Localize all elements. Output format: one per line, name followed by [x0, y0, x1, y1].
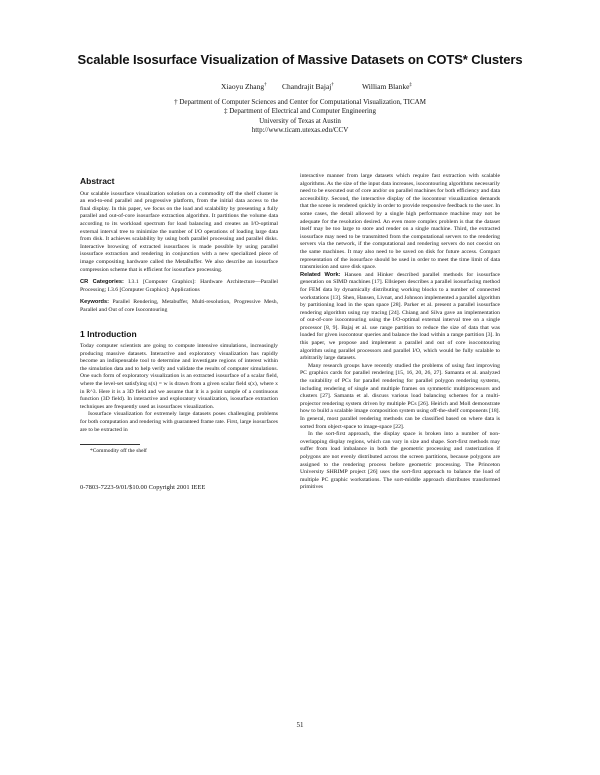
right-column [300, 173, 500, 492]
affiliation-line: ‡ Department of Electrical and Computer Engineering [223, 107, 376, 116]
affiliation-line: † Department of Computer Sciences and Center for Computational Visualization, TICAM [174, 98, 426, 106]
author: Xiaoyu Zhang† [221, 82, 267, 91]
introduction-heading: 1 Introduction [80, 328, 137, 339]
abstract-heading: Abstract [80, 176, 115, 186]
body-paragraph: interactive manner from large datasets which require fast extraction with scalable algorithms. As the size of the input data increases, isocontouring algorithms necessarily need to be executed out of core and/or on parallel machines for both efficiency and data accessibility. Second, the interactive display of the isocontour visualization demands that the scene is rendered quickly in order to provide responsive feedback to the user. In some cases, the detail allowed by a single high performance machine may not be adequate for the resolution desired. An even more complex problem is that the dataset itself may be too large to store and render on a single machine. Third, the extracted isosurface may need to be transmitted from the computational servers to the rendering servers via the network, if the computational and rendering servers do not coexist on the same machines. It may also need to be saved on disk for future access. Compact representation of the isosurface should be used in order to meet the time limit of data transmission and save disk space. [300, 173, 500, 271]
page-number: 51 [296, 721, 304, 729]
affiliation-url: http://www.ticam.utexas.edu/CCV [251, 125, 349, 134]
keywords: Keywords: Parallel Rendering, Metabuffer, Multi-resolution, Progressive Mesh, Parallel and Out of core Isocontouring [80, 299, 279, 313]
intro-paragraph: Today computer scientists are going to compute intensive simulations, increasingly producing massive datasets. Interactive and exploratory visualization has rapidly become an indispensable tool to determine and investigate regions of interest within the simulation data and to help verify and validate the results of computer simulations. One such form of exploratory visualization is an extracted isosurface of a scalar field, where the level-set satisfying s(x) = w is drawn from a given scalar field s(x), where x in R^3. Here it is a 3D field and we assume that it is a point sample of a continuous function (3D field). In interactive and exploratory visualization, isosurface extraction techniques are frequently used as isosurfaces visualization. [80, 343, 278, 410]
affiliations [0, 98, 600, 135]
author: William Blanke‡ [362, 82, 412, 91]
author: Chandrajit Bajaj† [282, 82, 334, 91]
abstract-text: Our scalable isosurface visualization solution on a commodity off the shelf cluster is an end-to-end parallel and progressive platform, from the initial data access to the final display. In this paper, we focus on the load and scalability by presenting a fully parallel and out-of-core isosurface extraction algorithm. It partitions the volume data according to its workload spectrum for load balancing and creates an I/O-optimal external interval tree to minimize the number of I/O operations of loading large data from disk. It achieves scalability by using both parallel processing and parallel disks. Interactive browsing of extracted isosurfaces is made possible by using parallel isosurface extraction and rendering in conjunction with a new specialized piece of image compositing hardware called the MetaBuffer. We also describe an isosurface compression scheme that is efficient for isosurface processing. [80, 190, 278, 273]
footnote-rule [80, 444, 140, 445]
left-column [80, 178, 278, 491]
body-paragraph: In the sort-first approach, the display space is broken into a number of non-overlapping display regions, which can vary in size and shape. Sort-first methods may suffer from load imbalance in both the geometric processing and rasterization if polygons are not evenly distributed across the screen partitions, because polygons are assigned to the rendering process before geometric processing. The Princeton University SHRIMP project [26] uses the sort-first approach to balance the load of multiple PC graphic workstations. The sort-middle approach distributes transformed primitives [300, 431, 500, 491]
cr-categories: CR Categories: I.3.1 [Computer Graphics]: Hardware Architecture—Parallel Processing; I.3.6 [Computer Graphics]: Applications [80, 279, 279, 293]
paper-title: Scalable Isosurface Visualization of Massive Datasets on COTS* Clusters [77, 52, 523, 67]
body-paragraph: Many research groups have recently studied the problems of using fast improving PC graphics cards for parallel rendering [15, 16, 20, 26, 27]. Samanta et al. analyzed the suitability of PCs for parallel rendering for parallel polygon rendering systems, including rendering of single and multiple frames on symmetric multiprocessors and clusters [27]. Samanta et al. discuss various load balancing schemes for a multi-projector rendering system driven by multiple PCs [26]. Heirich and Moll demonstrate how to build a scalable image composition system using off-the-shelf components [18]. In general, most parallel rendering methods can be classified based on where data is sorted from object-space to image-space [22]. [300, 362, 500, 430]
footnote: *Commodity off the shelf [90, 448, 147, 455]
affiliation-line: University of Texas at Austin [259, 116, 341, 125]
copyright-line: 0-7803-7223-9/01/$10.00 Copyright 2001 IEEE [80, 483, 206, 491]
related-work-paragraph: Related Work: Hansen and Hinker described parallel methods for isosurface generation on SIMD machines [17]. Ellsiepen describes a parallel isosurfacing method for FEM data by dynamically distributing working blocks to a number of connected workstations [13]. Shen, Hansen, Livnat, and Johnson implemented a parallel algorithm by partitioning load in the span space [28]. Parker et al. present a parallel isosurface rendering algorithm using ray tracing [24]. Chiang and Silva gave an implementation of out-of-core isocontouring using the I/O-optimal external interval tree on a single processor [8, 9]. Bajaj et al. use range partition to reduce the size of data that was loaded for given isocontour queries and balance the load within a range partition [3]. In this paper, we propose and implement a parallel and out of core isocontouring algorithm using parallel processors and parallel I/O, which would be fully scalable to arbitrarily large datasets. [300, 271, 501, 362]
intro-paragraph: Isosurface visualization for extremely large datasets poses challenging problems for both computation and rendering with guaranteed frame rate. First, large isosurfaces are to be extracted in [80, 411, 278, 433]
